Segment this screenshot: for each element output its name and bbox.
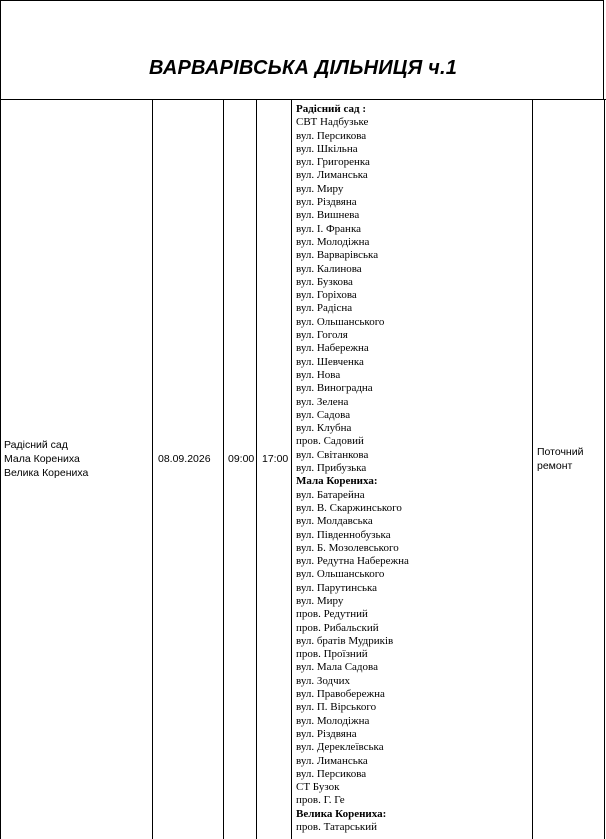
address-item: вул. Варварівська [296, 249, 379, 262]
address-item: вул. Різдвяна [296, 727, 357, 740]
column-divider-1 [152, 99, 153, 839]
address-item: вул. Редутна Набережна [296, 555, 409, 568]
address-item: вул. І. Франка [296, 222, 362, 235]
address-group-header: Мала Корениха: [296, 475, 378, 488]
address-item: вул. Молодіжна [296, 235, 370, 248]
address-item: вул. Молодіжна [296, 714, 370, 727]
address-item: вул. Калинова [296, 262, 362, 275]
work-type-cell [537, 445, 603, 473]
time-start-cell: 09:00 [228, 453, 255, 465]
address-item: вул. Шевченка [296, 355, 364, 368]
address-item: вул. Різдвяна [296, 196, 357, 209]
address-item: вул. Ольшанського [296, 568, 385, 581]
page-title: ВАРВАРІВСЬКА ДІЛЬНИЦЯ ч.1 [148, 57, 458, 79]
address-item: вул. Миру [296, 594, 344, 607]
address-item: вул. Світанкова [296, 448, 369, 461]
address-item: вул. Б. Мозолевського [296, 541, 399, 554]
address-item: пров. Татарський [296, 821, 377, 834]
table-border-right [604, 99, 605, 839]
address-list [296, 103, 532, 834]
address-item: вул. братів Мудриків [296, 634, 394, 647]
address-item: вул. Лиманська [296, 169, 368, 182]
column-divider-4 [291, 99, 292, 839]
address-item: вул. Зелена [296, 395, 349, 408]
settlements-cell [4, 438, 149, 480]
address-item: пров. Проїзний [296, 648, 368, 661]
address-item: вул. Молдавська [296, 515, 373, 528]
address-item: СВТ Надбузьке [296, 116, 369, 129]
address-item: вул. Дереклеївська [296, 741, 384, 754]
address-item: вул. Правобережна [296, 688, 385, 701]
column-divider-5 [532, 99, 533, 839]
date-cell: 08.09.2026 [158, 453, 211, 465]
address-item: вул. Виноградна [296, 382, 373, 395]
work-type-line: ремонт [537, 460, 573, 472]
address-item: вул. Вишнева [296, 209, 360, 222]
address-item: пров. Г. Ге [296, 794, 345, 807]
column-divider-3 [256, 99, 257, 839]
address-item: вул. Персикова [296, 129, 367, 142]
address-item: вул. Батарейна [296, 488, 365, 501]
settlement-name: Велика Корениха [4, 467, 89, 479]
address-item: вул. В. Скаржинського [296, 501, 402, 514]
header-box [0, 0, 604, 100]
address-item: вул. П. Вірського [296, 701, 377, 714]
address-item: вул. Шкільна [296, 142, 358, 155]
settlement-name: Радісний сад [4, 439, 68, 451]
address-item: вул. Лиманська [296, 754, 368, 767]
address-item: вул. Радісна [296, 302, 353, 315]
table-top-border [0, 99, 606, 100]
address-item: вул. Садова [296, 408, 351, 421]
address-item: вул. Бузкова [296, 275, 353, 288]
address-group-header: Велика Корениха: [296, 807, 387, 820]
address-item: вул. Григоренка [296, 156, 370, 169]
time-end-cell: 17:00 [262, 453, 289, 465]
address-item: пров. Рибальский [296, 621, 379, 634]
address-item: вул. Набережна [296, 342, 369, 355]
address-item: СТ Бузок [296, 781, 340, 794]
settlement-name: Мала Корениха [4, 453, 80, 465]
address-item: вул. Гоголя [296, 329, 348, 342]
address-item: вул. Зодчих [296, 674, 351, 687]
address-item: вул. Мала Садова [296, 661, 378, 674]
work-type-line: Поточний [537, 446, 584, 458]
table-border-left [0, 99, 1, 839]
address-item: вул. Миру [296, 182, 344, 195]
address-item: вул. Прибузька [296, 462, 367, 475]
address-item: вул. Парутинська [296, 581, 378, 594]
address-item: вул. Персикова [296, 767, 367, 780]
address-item: вул. Ольшанського [296, 315, 385, 328]
address-item: вул. Нова [296, 368, 341, 381]
address-item: вул. Південнобузька [296, 528, 391, 541]
address-item: вул. Горіхова [296, 289, 357, 302]
address-group-header: Радісний сад : [296, 103, 366, 115]
address-item: пров. Редутний [296, 608, 368, 621]
column-divider-2 [223, 99, 224, 839]
address-item: вул. Клубна [296, 422, 352, 435]
address-item: пров. Садовий [296, 435, 364, 448]
